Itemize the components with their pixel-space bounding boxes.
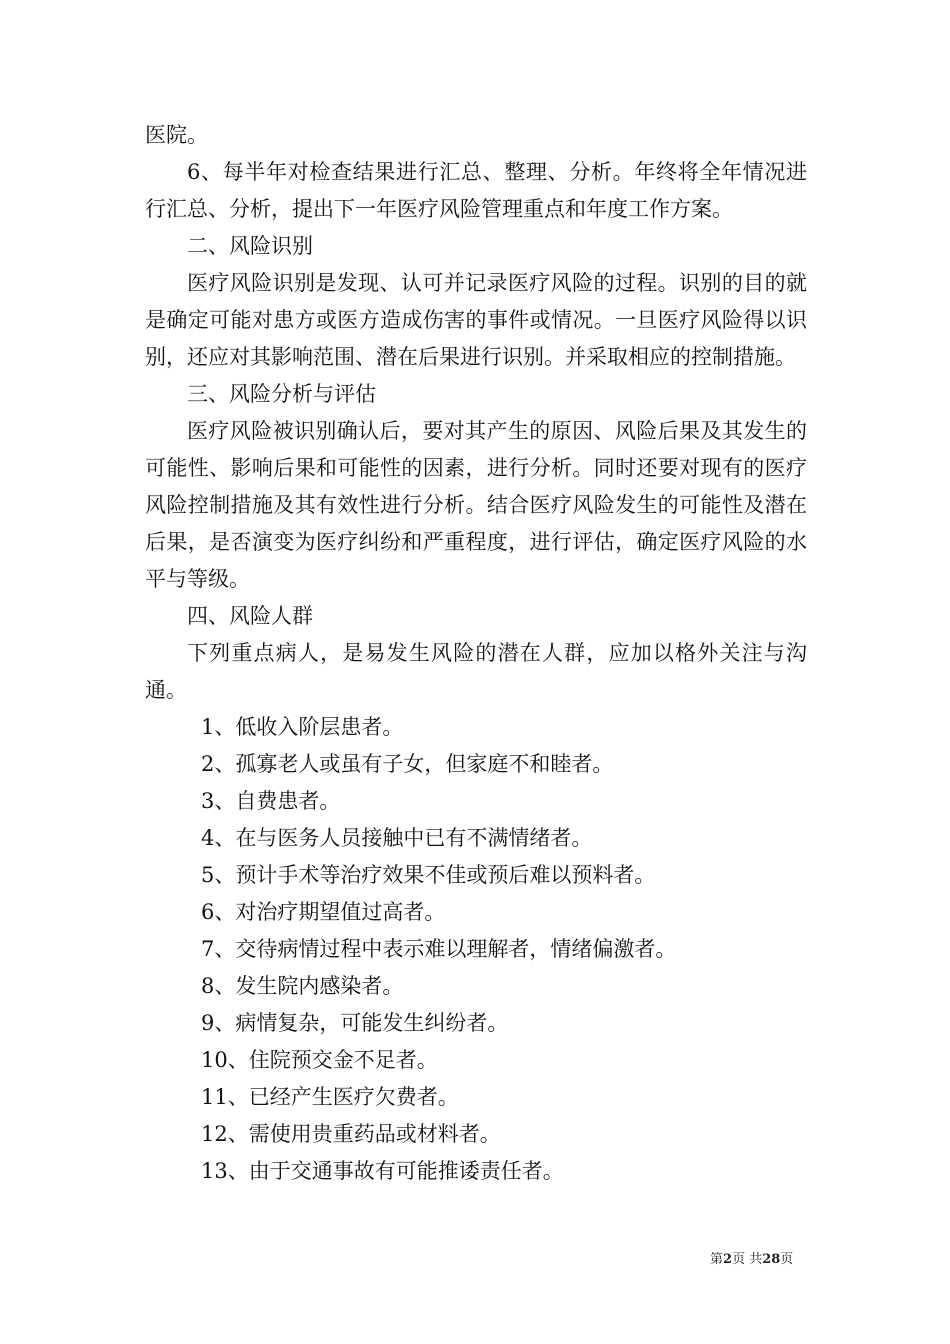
paragraph: 6、每半年对检查结果进行汇总、整理、分析。年终将全年情况进行汇总、分析，提出下一年医疗风险管理重点和年度工作方案。 [145, 160, 807, 221]
paragraph: 医疗风险识别是发现、认可并记录医疗风险的过程。识别的目的就是确定可能对患方或医方造成伤害的事件或情况。一旦医疗风险得以识别，还应对其影响范围、潜在后果进行识别。并采取相应的控制措施。 [145, 271, 807, 369]
paragraph: 医院。 [145, 123, 208, 147]
list-item: 10、住院预交金不足者。 [201, 1048, 438, 1072]
section-heading: 三、风险分析与评估 [187, 382, 376, 406]
paragraph: 医疗风险被识别确认后，要对其产生的原因、风险后果及其发生的可能性、影响后果和可能性的因素，进行分析。同时还要对现有的医疗风险控制措施及其有效性进行分析。结合医疗风险发生的可能性及潜在后果，是否演变为医疗纠纷和严重程度，进行评估，确定医疗风险的水平与等级。 [145, 419, 807, 591]
paragraph: 下列重点病人，是易发生风险的潜在人群，应加以格外关注与沟通。 [145, 641, 807, 702]
list-item: 2、孤寡老人或虽有子女，但家庭不和睦者。 [201, 752, 614, 776]
list-item: 11、已经产生医疗欠费者。 [201, 1085, 459, 1109]
current-page-number: 2 [723, 1252, 733, 1267]
list-item: 3、自费患者。 [201, 789, 341, 813]
footer-middle: 页 共 [732, 1252, 763, 1267]
list-item: 12、需使用贵重药品或材料者。 [201, 1122, 501, 1146]
list-item: 13、由于交通事故有可能推诿责任者。 [201, 1159, 564, 1183]
list-item: 1、低收入阶层患者。 [201, 715, 404, 739]
list-item: 8、发生院内感染者。 [201, 974, 404, 998]
footer-suffix: 页 [780, 1252, 794, 1267]
list-item: 7、交待病情过程中表示难以理解者，情绪偏激者。 [201, 937, 677, 961]
page-number-footer [710, 1248, 810, 1267]
list-item: 4、在与医务人员接触中已有不满情绪者。 [201, 826, 593, 850]
footer-prefix: 第 [710, 1252, 724, 1267]
list-item: 6、对治疗期望值过高者。 [201, 900, 446, 924]
list-item: 5、预计手术等治疗效果不佳或预后难以预料者。 [201, 863, 656, 887]
total-page-count: 28 [762, 1252, 781, 1267]
document-body [145, 117, 807, 1190]
list-item: 9、病情复杂，可能发生纠纷者。 [201, 1011, 509, 1035]
section-heading: 二、风险识别 [187, 234, 313, 258]
section-heading: 四、风险人群 [187, 604, 313, 628]
